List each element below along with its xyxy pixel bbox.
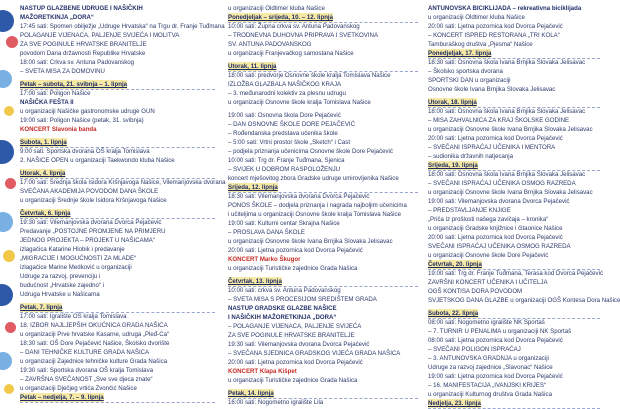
program-line (20, 281, 215, 290)
program-line (228, 89, 418, 98)
program-line (428, 287, 600, 296)
program-line-text: SV. ANTUNA PADOVANSKOG (228, 41, 312, 48)
program-line (228, 210, 418, 219)
program-line (228, 264, 418, 273)
program-line (228, 358, 418, 367)
program-line (428, 134, 600, 143)
program-line-text: 19:00 sati: Kulturni centar Skrajna Našice (228, 220, 340, 227)
program-line-text: – SVETA MISA S PROCESIJOM SREDIŠTEM GRADA (228, 296, 377, 303)
program-line (228, 129, 418, 138)
program-line (228, 398, 418, 407)
program-line-text: – 7. TURNIR U PENALIMA u organizaciji NK Sportaš (428, 328, 572, 335)
program-line (228, 304, 418, 313)
program-column-1 (20, 0, 226, 401)
program-line-text: OGŠ KONTISA DORA POVODOM (428, 288, 523, 295)
program-line-text: JEDNOG PROJEKTA – PROJEKT U NAŠICAMA“ (20, 237, 155, 244)
program-line (428, 354, 600, 363)
program-line (428, 224, 600, 233)
program-line (20, 22, 225, 31)
program-line-text: u organizaciji Osnovne škole Dore Pejačević (428, 252, 549, 259)
program-line-text: – DAN OSNOVNE ŠKOLE DORE PEJAČEVIĆ (228, 121, 355, 128)
program-line (228, 49, 418, 58)
program-line (428, 13, 600, 22)
program-line-text: – SVEČANI ISPRAĆAJ UČENIKA OSMOG RAZREDA (428, 180, 576, 187)
program-line-text: 17:00 sati: Poligon Našice (20, 90, 91, 97)
program-line (20, 339, 215, 348)
program-line (20, 116, 215, 125)
program-line-text: – 3. ANTUNOVSKA GRADNJA u organizaciji (428, 355, 549, 362)
program-line (228, 313, 418, 322)
program-line-text: POLAGANJE VIJENACA, PALJENJE SVIJEĆA I MOLITVA (20, 32, 180, 39)
program-line (20, 89, 215, 98)
program-line-text: 19:30 sati: Vilemanjovska dvorana Dvorca Pejačević (228, 341, 370, 348)
program-line (20, 125, 215, 134)
program-line (20, 67, 215, 76)
program-line-text: Udruge za razvoj zajednice „Slavonac“ Našice (428, 364, 553, 371)
program-line-text: SVEČANA AKADEMIJA POVODOM DANA ŠKOLE (20, 188, 159, 195)
program-line-text: 17:00 sati: Igralište OŠ kralja Tomislava (20, 313, 127, 320)
program-line-text: u organizaciji Gradske knjižnice i čitaonice Našice (428, 225, 563, 232)
program-line-text: u organizaciji Prve hrvatske Kasarne, udruga „Pleđ-Ca“ (20, 331, 170, 338)
program-line-text: u organizaciji Oldtimer kluba Našice (428, 14, 525, 21)
program-line (20, 196, 215, 205)
program-line (228, 138, 418, 147)
program-line-text: NASTUP GRADSKE GLAZBE NAŠICE (228, 305, 337, 312)
program-line-text: NASTUP GLAZBENE UDRUGE I NAŠIČKIH (20, 5, 143, 12)
date-heading-text: Utorak, 18. lipnja (428, 99, 477, 106)
program-line (428, 179, 600, 188)
program-line-text: u organizaciji Osnovne škole Ivana Brnjika Slovaka Jelisavac (428, 126, 593, 133)
date-heading-text: Ponedjeljak, 17. lipnja (428, 50, 492, 57)
program-line-text: – TRODNEVNA DUHOVNA PRIPRAVA I SVETKOVINA (228, 32, 379, 39)
program-line (20, 147, 215, 156)
program-line (428, 242, 600, 251)
program-line (228, 255, 418, 264)
date-heading-text: Četvrtak, 13. lipnja (228, 278, 282, 285)
program-line-text: KONCERT Klapa Kišpet (228, 368, 297, 375)
program-line-text: 18:30 sati: Osnovna škola Ivana Brnjika Slovaka Jelisavac (428, 59, 586, 66)
program-line (228, 286, 418, 295)
program-line (428, 40, 600, 49)
program-line (228, 349, 418, 358)
program-line-text: – Školsko sportska dvorana (428, 68, 503, 75)
program-line-text: 18:00 sati: Osnovna škola Ivana Brnjika Slovaka Jelisavac (428, 171, 586, 178)
program-line-text: u organizaciji Srednje škole Isidora Kršnjavoga Našice (20, 197, 167, 204)
program-line-text: – DANI TEHNIČKE KULTURE GRADA NAŠICA (20, 349, 150, 356)
program-line-text: – PREDSTAVLJANJE KNJIGE (428, 207, 511, 214)
program-line-text: 20:00 sati: Ljetna pozornica kod Dvorca Pejačević (228, 247, 363, 254)
program-line-text: u organizaciji Franjevačkog samostana Našice (228, 50, 354, 57)
program-line-text: ZA SVE POGINULE HRVATSKE BRANITELJE (228, 332, 355, 339)
program-line (428, 206, 600, 215)
program-line (20, 107, 215, 116)
program-line-text: 19:00 sati: Osnovna škola Dore Pejačević (228, 112, 341, 119)
program-line (20, 187, 215, 196)
program-line (228, 120, 418, 129)
program-line-text: – podjela priznanja učenicima Osnovne škole Dore Pejačević (228, 148, 393, 155)
program-line (20, 58, 215, 67)
program-line (228, 219, 418, 228)
program-line-text: 20:00 sati: Ljetna pozornica kod Dvorca Pejačević (428, 135, 563, 142)
program-line (20, 357, 215, 366)
program-line (428, 318, 600, 327)
program-line-text: 19:30 sati: Sportska dvorana OŠ kralja Tomislava (20, 367, 153, 374)
program-line (428, 278, 600, 287)
program-line-text: 18:00 sati: Osnovna škola Ivana Brnjika Slovaka Jelisavac (428, 108, 586, 115)
program-line (428, 188, 600, 197)
program-line-text: SPORTSKI DAN u organizaciji (428, 77, 511, 84)
program-line (20, 366, 215, 375)
program-line-text: – 3. međunarodni kolektiv za plesnu udrugu (228, 90, 346, 97)
program-line-text: SVJETSKOG DANA GLAZBE u organizaciji OGŠ Kontesa Dora Našice (428, 297, 620, 304)
program-line-text: 9:00 sati: Sportska dvorana OŠ kralja Tomislava (20, 148, 150, 155)
program-line-text: 19:00 sati: Vilemanjovska dvorana Dvorca Pejačević (428, 198, 570, 205)
program-line (228, 246, 418, 255)
program-line (228, 367, 418, 376)
program-line (228, 322, 418, 331)
program-line-text: 18:00 sati: predvorje Osnovne škole kralja Tomislava Našice (228, 72, 391, 79)
program-line (228, 228, 418, 237)
program-line-text: u organizaciji Turističke zajednice Grada Našica (228, 265, 358, 272)
program-line (428, 67, 600, 76)
program-line (428, 363, 600, 372)
program-line (428, 152, 600, 161)
program-line (20, 0, 215, 3)
date-heading-text: Utorak, 4. lipnja (20, 170, 66, 177)
program-line (428, 296, 620, 305)
program-line (428, 390, 600, 399)
program-line (20, 263, 215, 272)
program-line-text: 10:00 sati: crkva sv. Antuna Padovanskog (228, 287, 341, 294)
program-line-text: i učiteljima u organizaciji Osnovne škole kralja Tomislava Našice (228, 211, 401, 218)
program-line-text: „Priča iz prošlosti našega zavičaja – kronika“ (428, 216, 549, 223)
program-line (428, 76, 600, 85)
program-line (428, 125, 600, 134)
program-line-text: Predavanje „POSTOJNE PROMJENE NA PRIMJERU (20, 228, 166, 235)
program-line (228, 331, 418, 340)
program-line (20, 375, 215, 384)
program-line-text: SVEČANI ISPRAĆAJ UČENIKA OSMOG RAZREDA (428, 243, 571, 250)
date-heading-text: Petak, 7. lipnja (20, 304, 63, 311)
date-heading-text: Subota, 22. lipnja (428, 310, 479, 317)
program-line (428, 31, 600, 40)
program-line-text: ZAVRŠNI KONCERT UČENIKA I UČITELJA (428, 279, 548, 286)
program-line (428, 143, 600, 152)
program-line (428, 116, 600, 125)
program-line (428, 336, 600, 345)
program-line (428, 85, 600, 94)
program-line (228, 80, 418, 89)
program-line-text: – SVEČANI ISPRAĆAJ UČENIKA I MENTORA (428, 144, 556, 151)
program-line-text: 19:00 sati: Poligon Našice (petak, 31. svibnja) (20, 117, 144, 124)
program-line-text: PONOS ŠKOLE – dodjela priznanja i nagrada najboljim učenicima (228, 202, 407, 209)
program-line-text: u organizaciji Osnovne škole Ivana Brnjika Slovaka Jelisavac (428, 189, 593, 196)
program-line (20, 49, 215, 58)
program-line (428, 372, 600, 381)
program-line-text: 16:00 sati: Nogometno igralište Lila (228, 399, 324, 406)
program-line-text: – SVEČANA SJEDNICA GRADSKOG VIJEĆA GRADA NAŠICA (228, 350, 401, 357)
left-floral-border (0, 0, 20, 400)
program-line-text: KONCERT Marko Škugor (228, 256, 301, 263)
program-line (228, 201, 418, 210)
program-line-text: 10:00 sati: Župna crkva sv. Antuna Padovanskog (228, 23, 360, 30)
program-line-text: – SVIJEK U DOBROM RASPOLOŽENJU (228, 166, 341, 173)
program-line-text: izlagačica Katarine Hlobik i predavanje (20, 246, 125, 253)
program-line-text: koncert mješovitog zbora Gradske udruge umirovljenika Našice (228, 175, 399, 182)
program-line (428, 22, 600, 31)
date-heading-text: Petak – subota, 21. svibnja – 1. lipnja (20, 81, 128, 88)
program-line-text: MAŽORETKINJA „DORA“ (20, 14, 94, 21)
program-line (228, 165, 418, 174)
program-line-text: – 5:00 sati: Vrtni prostor škole „Sketch“ i Cast (228, 139, 351, 146)
program-line-text: – KONCERT ISPRED RESTORANA „TRI KOLA“ (428, 32, 560, 39)
program-line-text: 10:00 sati: Trg dr. Franje Tuđmana, Sjenica (228, 157, 345, 164)
program-line (20, 178, 226, 187)
program-line (228, 295, 418, 304)
program-line-text: 08:00 sati: Nogometno igralište NK Sportaš (428, 319, 545, 326)
program-line-text: Tamburaškog društva „Pjesma“ Našice (428, 41, 533, 48)
program-line-text: izlagačice Marine Medković u organizaciji (20, 264, 132, 271)
date-heading-text: Četvrtak, 20. lipnja (428, 261, 482, 268)
program-line-text: – MISA ZAHVALNICA ZA KRAJ ŠKOLSKE GODINE (428, 117, 570, 124)
program-line (20, 312, 215, 321)
program-line (428, 197, 600, 206)
program-line (228, 71, 418, 80)
program-line (228, 147, 418, 156)
program-line-text: 19:30 sati: Vilemanjovska dvorana Dvorca Pejačević (20, 219, 162, 226)
program-line (20, 272, 215, 281)
program-line-text: 18:30 sati: OŠ Dore Pejačević Našice, Školsko dvorište (20, 340, 170, 347)
program-line-text: u organizaciji Osnovne škole kralja Tomislava Našice (228, 99, 371, 106)
program-line (20, 384, 215, 393)
program-line (228, 22, 418, 31)
date-heading (20, 393, 215, 403)
program-line-text: ZA SVE POGINULE HRVATSKE BRANITELJE (20, 41, 147, 48)
program-line (228, 156, 418, 165)
program-line-text: 20:00 sati: Ljetna pozornica kod Dvorca Pejačević (428, 23, 563, 30)
program-line-text: – ZAVRŠNA SVEČANOST „Sve sve djeca znate“ (20, 376, 153, 383)
program-line (428, 107, 600, 116)
program-line-text: „MIGRACIJE I MOGUĆNOSTI ZA MLADE“ (20, 255, 137, 262)
program-line (228, 40, 418, 49)
program-line (20, 218, 215, 227)
program-line (20, 254, 215, 263)
date-heading-text: Srijeda, 12. lipnja (228, 184, 278, 191)
date-heading-text: Ponedjeljak – srijeda, 10. – 12. lipnja (228, 14, 333, 21)
program-line (20, 236, 215, 245)
program-column-3 (428, 0, 620, 407)
program-line (20, 98, 215, 107)
program-line-text: – POLAGANJE VIJENACA, PALJENJE SVIJEĆA (228, 323, 362, 330)
program-line-text: budućnost „Hrvatske zajedno“ i (20, 282, 105, 289)
date-heading-text: Nedjelja, 23. lipnja (428, 400, 481, 407)
program-line (228, 237, 418, 246)
program-line (20, 40, 215, 49)
program-line-text: – SVETA MISA ZA DOMOVINU (20, 68, 105, 75)
program-line-text: Osnovne škole Ivana Brnjika Slovaka Jelisavac (428, 86, 556, 93)
program-column-2 (228, 0, 418, 406)
program-line-text: u organizaciji Zajednice tehničke kulture Grada Našica (20, 358, 168, 365)
program-line-text: Udruge za razvoj, prevenciju i (20, 273, 101, 280)
program-line (20, 290, 215, 299)
program-line-text: 08:00 sati: Ljetna pozornica kod Dvorca Pejačević (428, 337, 563, 344)
program-line-text: u organizaciji Dječjeg vrtića Zvončić Našice (20, 385, 137, 392)
program-line (20, 156, 215, 165)
program-line (20, 330, 215, 339)
program-line-text: – SVEČANI POLIGON ISPRAĆAJ (428, 346, 521, 353)
program-line-text: – Rođendanska predstava učenika škole (228, 130, 338, 137)
program-line (228, 192, 418, 201)
program-line-text: KONCERT Slavonia banda (20, 126, 97, 133)
program-line-text: 17:00 sati: Srednja škola Isidora Kršnjavoga Našice, Vilemanjovska dvorana (20, 179, 226, 186)
program-line-text: u organizaciji Turističke zajednice Grada Našica (228, 377, 358, 384)
program-line (428, 215, 600, 224)
program-line (228, 111, 418, 120)
program-line-text: u organizaciji Kulturnog društva Grada Našica (428, 391, 552, 398)
program-line-text: – sudionika državnih natjecanja (428, 153, 514, 160)
program-line (20, 31, 215, 40)
program-line-text: 19:00 sati: Trg dr. Franje Tuđmana, Terasa kod Dvorca Pejačević (428, 270, 604, 277)
program-line-text: u organizaciji Našičke gastronomske udruge GUN (20, 108, 155, 115)
program-line (20, 321, 215, 330)
program-line (428, 327, 600, 336)
program-line (428, 251, 600, 260)
program-line (428, 58, 600, 67)
program-line (428, 4, 600, 13)
program-line (20, 245, 215, 254)
date-heading-text: Četvrtak, 6. lipnja (20, 210, 71, 217)
program-line-text: u organizaciji Osnovne škole Ivana Brnjika Slovaka Jelisavac (228, 238, 393, 245)
date-heading-text: Petak – nedjelja, 7. – 9. lipnja (20, 394, 104, 401)
date-heading-text: Srijeda, 19. lipnja (428, 162, 478, 169)
program-line (428, 345, 600, 354)
program-line-text: 20:00 sati: Ljetna pozornica kod Dvorca Pejačević (428, 234, 563, 241)
program-line (20, 227, 215, 236)
program-line-text: NAŠIČKA FEŠTA II (20, 99, 74, 106)
program-line-text: 18:30 sati: Vilemanjovska dvorana Dvorca Pejačević (228, 193, 370, 200)
program-line (228, 376, 418, 385)
program-line (228, 4, 418, 13)
program-line (228, 174, 418, 183)
program-line-text: I NAŠIČKIH MAŽORETKINJA „DORA“ (228, 314, 337, 321)
program-line-text: – 16. MANIFESTACIJA „IVANJSKI KRIJES“ (428, 382, 546, 389)
date-heading (428, 399, 600, 409)
program-line (428, 381, 600, 390)
program-line (228, 340, 418, 349)
program-line-text: IZLOŽBA GLAZBALA NAŠIČKOG KRAJA (228, 81, 342, 88)
program-line-text: 18:00 sati: Crkva sv. Antuna Padovanskog (20, 59, 135, 66)
program-line-text: 2. NAŠICE OPEN u organizaciji Taekwondo kluba Našice (20, 157, 175, 164)
program-line-text: 17:45 sati: Spomen obilježje „Udruge Hrvatska“ na Trgu dr. Franje Tuđmana (20, 23, 225, 30)
date-heading-text: Utorak, 11. lipnja (228, 63, 277, 70)
program-line (20, 13, 215, 22)
date-heading-text: Subota, 1. lipnja (20, 139, 67, 146)
program-line-text: 18. IZBOR NAJLJEPŠIH OKUĆNICA GRADA NAŠICA (20, 322, 168, 329)
program-line (20, 348, 215, 357)
program-line (20, 4, 215, 13)
program-line-text: povodom Dana državnosti Republike Hrvatske (20, 50, 146, 57)
program-line (428, 233, 600, 242)
program-line-text: 20:00 sati: Ljetna pozornica kod Dvorca Pejačević (228, 359, 363, 366)
program-line-text: ANTUNOVSKA BICIKLIJADA – rekreativna biciklijada (428, 5, 582, 12)
program-line (228, 98, 418, 107)
program-line-text: Udruga Hrvatske u Našicama (20, 291, 100, 298)
program-line-text: u organizaciji Oldtimer kluba Našice (228, 5, 325, 12)
program-line-text: – PROSLAVA DANA ŠKOLE (228, 229, 305, 236)
program-line (428, 170, 600, 179)
program-line (228, 31, 418, 40)
program-line-text: 19:00 sati: Ljetna pozornica kod Dvorca Pejačević (428, 373, 563, 380)
program-line (428, 269, 604, 278)
date-heading-text: Petak, 14. lipnja (228, 390, 274, 397)
